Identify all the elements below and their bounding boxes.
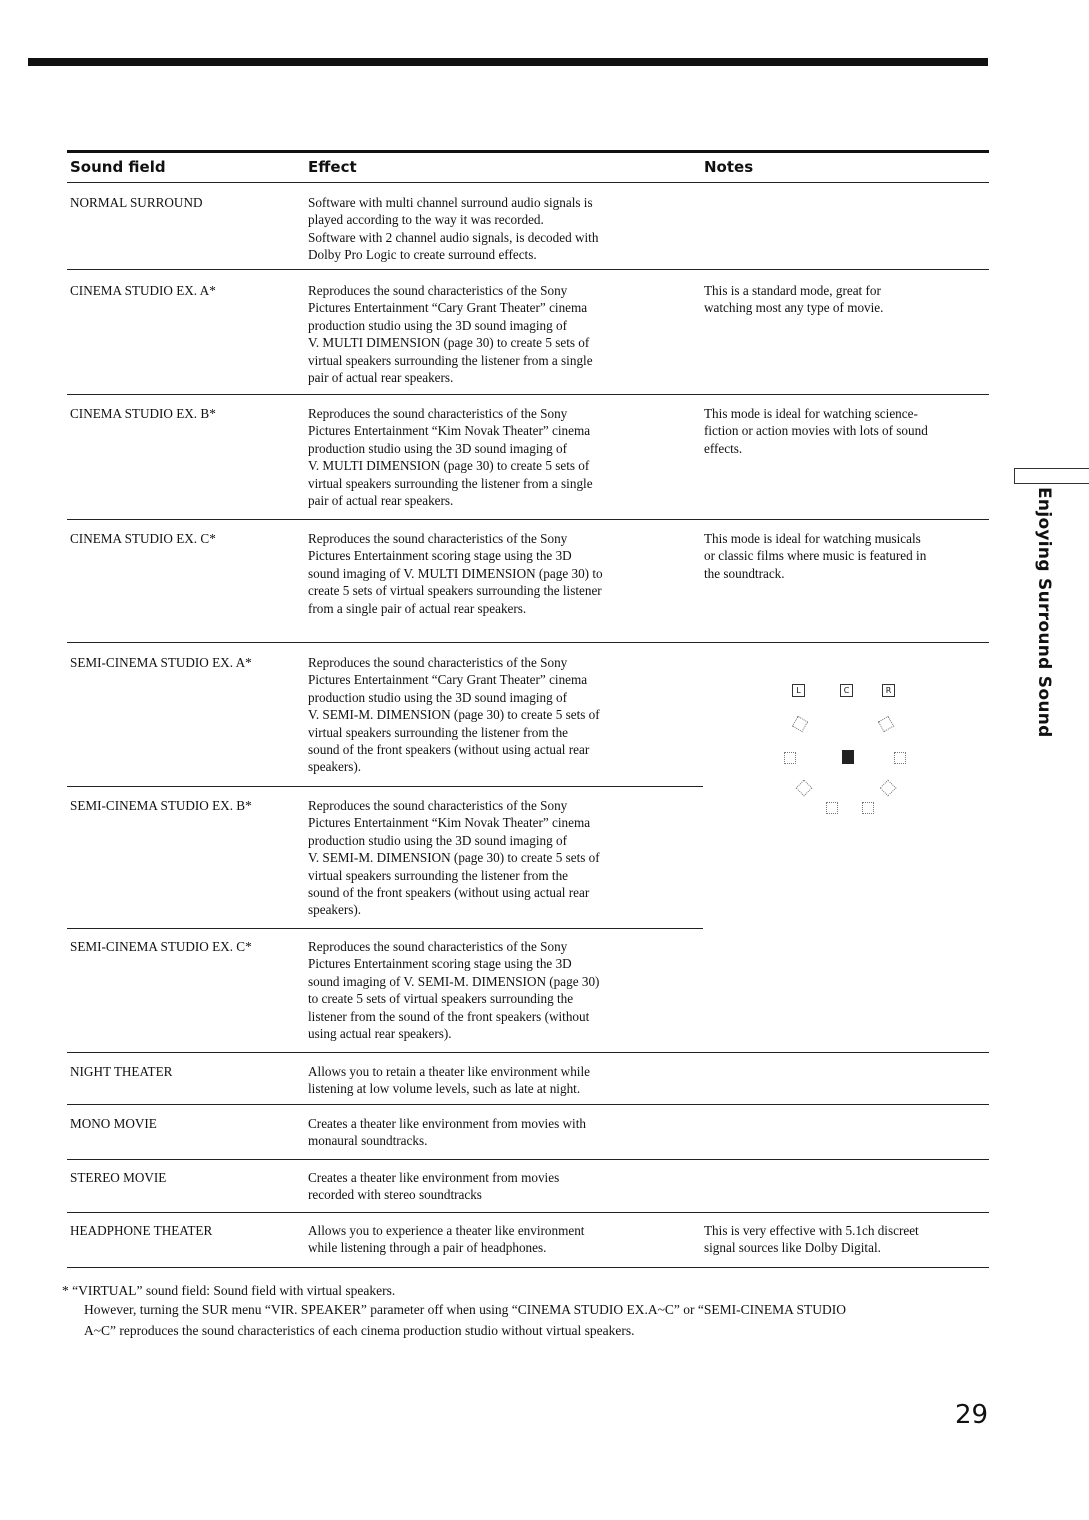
row-divider — [67, 1104, 989, 1105]
row-sound-field-name: CINEMA STUDIO EX. A* — [70, 283, 216, 298]
effect-line: sound of the front speakers (without using actual rear — [308, 885, 590, 901]
row-sound-field-name: HEADPHONE THEATER — [70, 1223, 213, 1238]
notes-line: This is very effective with 5.1ch discreet — [704, 1223, 919, 1238]
notes-line: signal sources like Dolby Digital. — [704, 1240, 881, 1256]
header-rule — [67, 182, 989, 183]
effect-line: to create 5 sets of virtual speakers surrounding the — [308, 991, 574, 1007]
effect-line: Reproduces the sound characteristics of the Sony — [308, 406, 568, 421]
footnote-line: However, turning the SUR menu “VIR. SPEAKER” parameter off when using “CINEMA STUDIO EX.A~C” or “SEMI-CINEMA STUDIO — [84, 1302, 847, 1317]
header-effect: Effect — [308, 158, 357, 176]
effect-line: V. SEMI-M. DIMENSION (page 30) to create 5 sets of — [308, 707, 600, 723]
side-tab-marker — [1014, 468, 1089, 484]
effect-line: Allows you to experience a theater like environment — [308, 1223, 585, 1238]
effect-line: Reproduces the sound characteristics of the Sony — [308, 283, 568, 298]
effect-line: Pictures Entertainment “Kim Novak Theater” cinema — [308, 815, 591, 831]
effect-line: Allows you to retain a theater like environment while — [308, 1064, 590, 1079]
row-effect — [308, 1222, 688, 1257]
row-effect — [308, 797, 688, 919]
row-sound-field-name: CINEMA STUDIO EX. C* — [70, 531, 216, 546]
row-sound-field-name: SEMI-CINEMA STUDIO EX. A* — [70, 655, 252, 670]
effect-line: virtual speakers surrounding the listener from a single — [308, 352, 593, 368]
row-divider — [67, 394, 989, 395]
row-effect — [308, 938, 688, 1042]
effect-line: Software with 2 channel audio signals, is decoded with — [308, 229, 599, 245]
virtual-speaker-icon — [878, 716, 894, 732]
effect-line: Reproduces the sound characteristics of the Sony — [308, 798, 568, 813]
effect-line: production studio using the 3D sound imaging of — [308, 689, 567, 705]
side-tab-label: Enjoying Surround Sound — [1034, 487, 1054, 738]
notes-line: watching most any type of movie. — [704, 300, 884, 316]
row-notes — [704, 405, 986, 457]
effect-line: Pictures Entertainment scoring stage using the 3D — [308, 548, 572, 564]
effect-line: from a single pair of actual rear speakers. — [308, 600, 527, 616]
row-notes — [704, 282, 986, 317]
effect-line: sound of the front speakers (without using actual rear — [308, 742, 590, 758]
row-effect — [308, 654, 688, 776]
center-speaker-icon: C — [840, 684, 853, 697]
footnote-line: A~C” reproduces the sound characteristics of each cinema production studio without virtual speakers. — [84, 1323, 635, 1338]
effect-line: Reproduces the sound characteristics of the Sony — [308, 939, 568, 954]
effect-line: pair of actual rear speakers. — [308, 370, 454, 386]
footnote-line: * “VIRTUAL” sound field: Sound field with virtual speakers. — [62, 1283, 396, 1298]
effect-line: V. MULTI DIMENSION (page 30) to create 5 sets of — [308, 458, 590, 474]
virtual-speaker-icon — [862, 802, 874, 814]
row-sound-field-name: STEREO MOVIE — [70, 1170, 167, 1185]
effect-line: production studio using the 3D sound imaging of — [308, 317, 567, 333]
virtual-speaker-icon — [792, 716, 808, 732]
front-left-speaker-icon: L — [792, 684, 805, 697]
effect-line: V. SEMI-M. DIMENSION (page 30) to create 5 sets of — [308, 850, 600, 866]
listener-icon — [842, 750, 854, 764]
effect-line: virtual speakers surrounding the listener from the — [308, 724, 569, 740]
effect-line: virtual speakers surrounding the listener from the — [308, 867, 569, 883]
effect-line: Reproduces the sound characteristics of the Sony — [308, 655, 568, 670]
effect-line: sound imaging of V. SEMI-M. DIMENSION (page 30) — [308, 973, 600, 989]
effect-line: sound imaging of V. MULTI DIMENSION (page 30) to — [308, 565, 603, 581]
row-effect — [308, 1063, 688, 1098]
effect-line: Pictures Entertainment “Cary Grant Theater” cinema — [308, 300, 588, 316]
notes-line: This mode is ideal for watching science- — [704, 406, 918, 421]
row-divider — [67, 1052, 989, 1053]
effect-line: create 5 sets of virtual speakers surrounding the listener — [308, 583, 602, 599]
row-sound-field-name: CINEMA STUDIO EX. B* — [70, 406, 216, 421]
effect-line: Software with multi channel surround audio signals is — [308, 195, 593, 210]
row-divider — [67, 928, 703, 929]
notes-line: effects. — [704, 440, 743, 456]
effect-line: speakers). — [308, 759, 362, 775]
row-sound-field-name: MONO MOVIE — [70, 1116, 157, 1131]
row-divider — [67, 1159, 989, 1160]
effect-line: listening at low volume levels, such as late at night. — [308, 1081, 581, 1097]
row-effect — [308, 1169, 688, 1204]
row-notes — [704, 530, 986, 582]
row-divider — [67, 269, 989, 270]
effect-line: recorded with stereo soundtracks — [308, 1187, 482, 1203]
front-right-speaker-icon: R — [882, 684, 895, 697]
virtual-speaker-icon — [796, 780, 813, 797]
notes-line: fiction or action movies with lots of sound — [704, 423, 928, 439]
table-bottom-rule — [67, 1267, 989, 1268]
row-sound-field-name: SEMI-CINEMA STUDIO EX. C* — [70, 939, 252, 954]
effect-line: production studio using the 3D sound imaging of — [308, 832, 567, 848]
notes-line: This is a standard mode, great for — [704, 283, 881, 298]
effect-line: Pictures Entertainment scoring stage using the 3D — [308, 956, 572, 972]
effect-line: monaural soundtracks. — [308, 1133, 428, 1149]
virtual-speaker-icon — [784, 752, 796, 764]
virtual-speaker-diagram — [770, 678, 930, 828]
effect-line: Reproduces the sound characteristics of the Sony — [308, 531, 568, 546]
table-top-rule — [67, 150, 989, 153]
row-effect — [308, 282, 688, 386]
row-notes — [704, 1222, 986, 1257]
row-effect — [308, 405, 688, 509]
effect-line: Pictures Entertainment “Cary Grant Theater” cinema — [308, 672, 588, 688]
row-divider — [67, 519, 989, 520]
virtual-speaker-icon — [880, 780, 897, 797]
row-sound-field-name: NIGHT THEATER — [70, 1064, 173, 1079]
row-divider — [67, 1212, 989, 1213]
header-sound-field: Sound field — [70, 158, 166, 176]
effect-line: V. MULTI DIMENSION (page 30) to create 5 sets of — [308, 335, 590, 351]
row-effect — [308, 1115, 688, 1150]
virtual-speaker-icon — [894, 752, 906, 764]
effect-line: Creates a theater like environment from movies — [308, 1170, 560, 1185]
top-rule — [28, 58, 988, 66]
row-divider — [67, 642, 989, 643]
notes-line: This mode is ideal for watching musicals — [704, 531, 921, 546]
effect-line: speakers). — [308, 902, 362, 918]
row-sound-field-name: NORMAL SURROUND — [70, 195, 203, 210]
row-effect — [308, 530, 688, 617]
page-number: 29 — [955, 1400, 989, 1430]
effect-line: virtual speakers surrounding the listener from a single — [308, 475, 593, 491]
effect-line: played according to the way it was recorded. — [308, 212, 544, 228]
notes-line: or classic films where music is featured in — [704, 548, 927, 564]
effect-line: while listening through a pair of headphones. — [308, 1240, 547, 1256]
notes-line: the soundtrack. — [704, 565, 785, 581]
row-sound-field-name: SEMI-CINEMA STUDIO EX. B* — [70, 798, 252, 813]
effect-line: listener from the sound of the front speakers (without — [308, 1008, 590, 1024]
row-effect — [308, 194, 688, 264]
effect-line: Creates a theater like environment from movies with — [308, 1116, 586, 1131]
header-notes: Notes — [704, 158, 754, 176]
effect-line: using actual rear speakers). — [308, 1026, 452, 1042]
row-divider — [67, 786, 703, 787]
effect-line: Dolby Pro Logic to create surround effects. — [308, 247, 537, 263]
effect-line: Pictures Entertainment “Kim Novak Theater” cinema — [308, 423, 591, 439]
effect-line: production studio using the 3D sound imaging of — [308, 440, 567, 456]
effect-line: pair of actual rear speakers. — [308, 493, 454, 509]
virtual-speaker-icon — [826, 802, 838, 814]
